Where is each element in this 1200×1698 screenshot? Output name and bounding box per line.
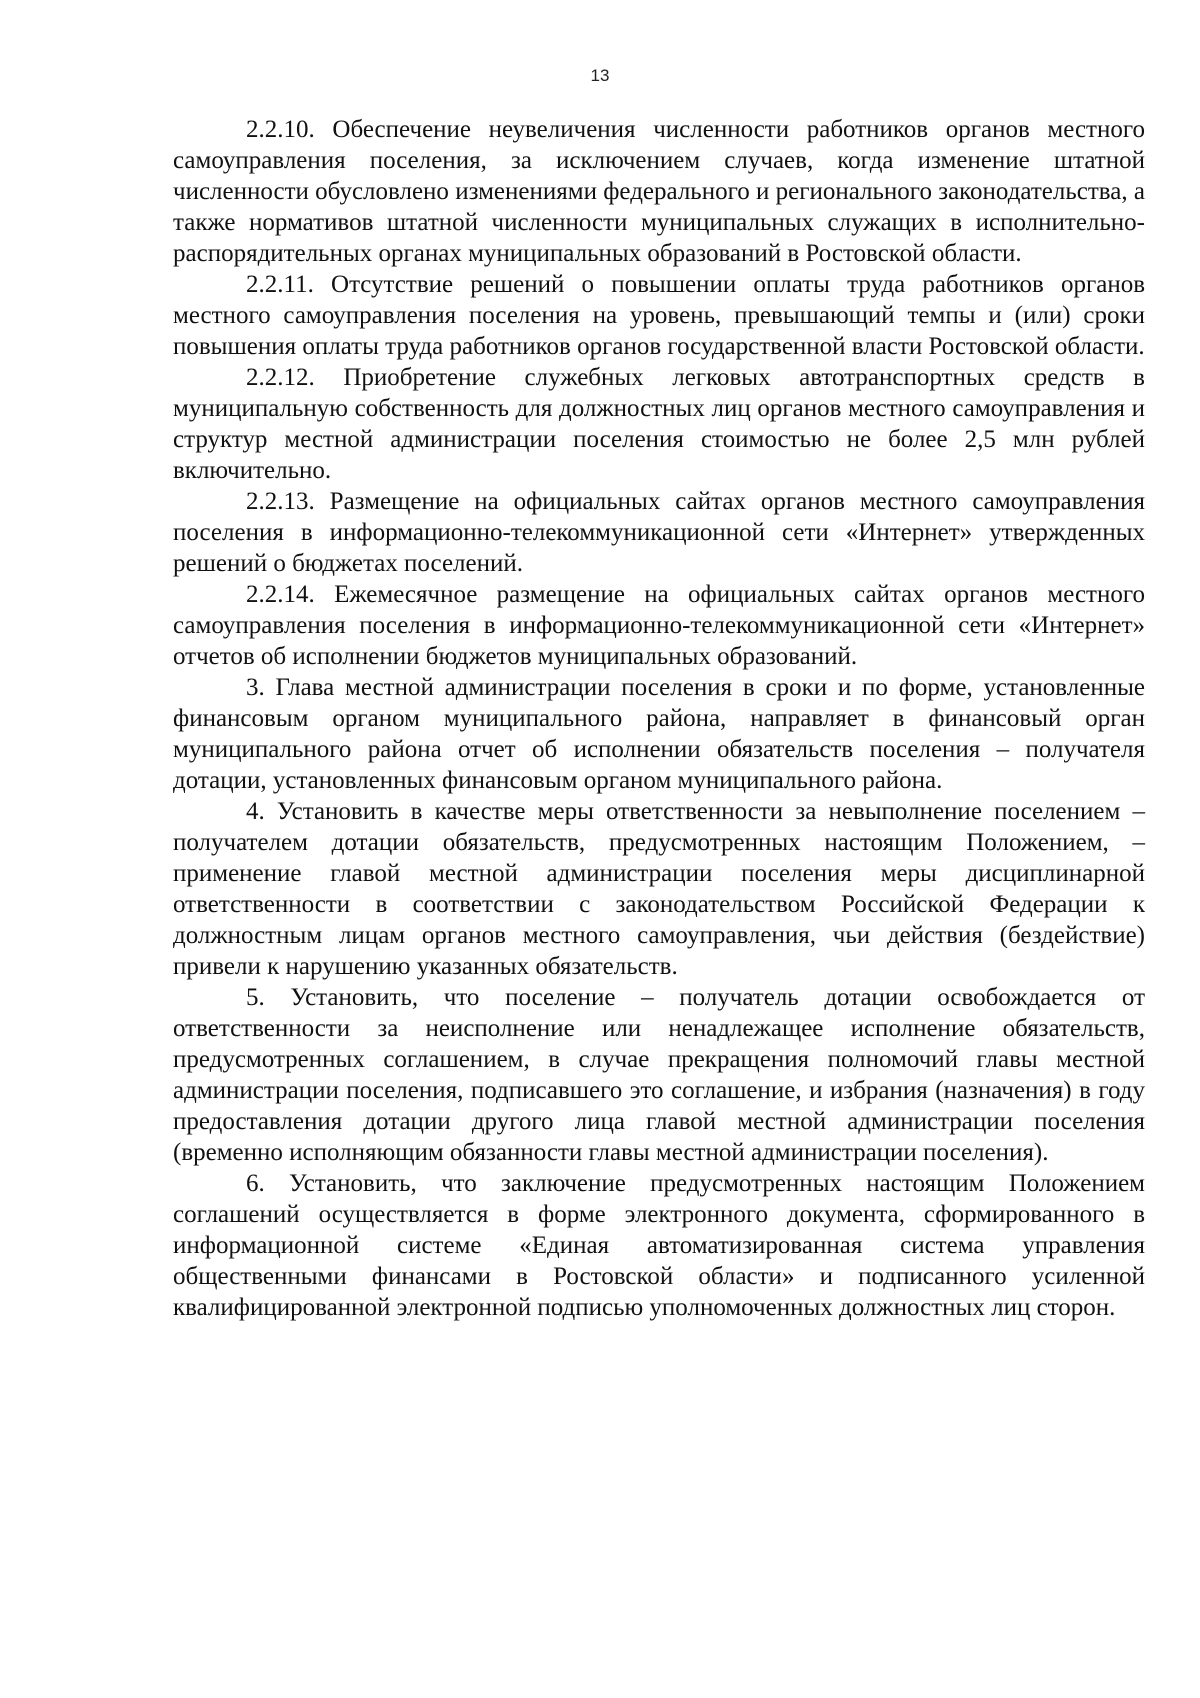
paragraph-2-2-12: 2.2.12. Приобретение служебных легковых автотранспортных средств в муниципальную собственность для должностных лиц органов местного самоуправления и структур местной администрации поселения стоимостью не более 2,5 млн рублей включительно. — [173, 364, 1145, 484]
paragraph-2-2-13: 2.2.13. Размещение на официальных сайтах органов местного самоуправления поселения в информационно-телекоммуникационной сети «Интернет» утвержденных решений о бюджетах поселений. — [173, 488, 1145, 577]
paragraph-2-2-11: 2.2.11. Отсутствие решений о повышении оплаты труда работников органов местного самоуправления поселения на уровень, превышающий темпы и (или) сроки повышения оплаты труда работников органов государственной власти Ростовской области. — [173, 271, 1145, 360]
document-body — [173, 114, 1145, 1323]
paragraph-5: 5. Установить, что поселение – получатель дотации освобождается от ответственности за неисполнение или ненадлежащее исполнение обязательств, предусмотренных соглашением, в случае прекращения полномочий главы местной администрации поселения, подписавшего это соглашение, и избрания (назначения) в году предоставления дотации другого лица главой местной администрации поселения (временно исполняющим обязанности главы местной администрации поселения). — [173, 984, 1145, 1166]
paragraph-3: 3. Глава местной администрации поселения в сроки и по форме, установленные финансовым органом муниципального района, направляет в финансовый орган муниципального района отчет об исполнении обязательств поселения – получателя дотации, установленных финансовым органом муниципального района. — [173, 674, 1145, 794]
paragraph-4: 4. Установить в качестве меры ответственности за невыполнение поселением – получателем дотации обязательств, предусмотренных настоящим Положением, – применение главой местной администрации поселения меры дисциплинарной ответственности в соответствии с законодательством Российской Федерации к должностным лицам органов местного самоуправления, чьи действия (бездействие) привели к нарушению указанных обязательств. — [173, 798, 1145, 980]
paragraph-2-2-14: 2.2.14. Ежемесячное размещение на официальных сайтах органов местного самоуправления поселения в информационно-телекоммуникационной сети «Интернет» отчетов об исполнении бюджетов муниципальных образований. — [173, 581, 1145, 670]
paragraph-2-2-10: 2.2.10. Обеспечение неувеличения численности работников органов местного самоуправления поселения, за исключением случаев, когда изменение штатной численности обусловлено изменениями федерального и регионального законодательства, а также нормативов штатной численности муниципальных служащих в исполнительно-распорядительных органах муниципальных образований в Ростовской области. — [173, 116, 1145, 267]
page-number: 13 — [590, 66, 610, 85]
paragraph-6: 6. Установить, что заключение предусмотренных настоящим Положением соглашений осуществляется в форме электронного документа, сформированного в информационной системе «Единая автоматизированная система управления общественными финансами в Ростовской области» и подписанного усиленной квалифицированной электронной подписью уполномоченных должностных лиц сторон. — [173, 1170, 1145, 1321]
